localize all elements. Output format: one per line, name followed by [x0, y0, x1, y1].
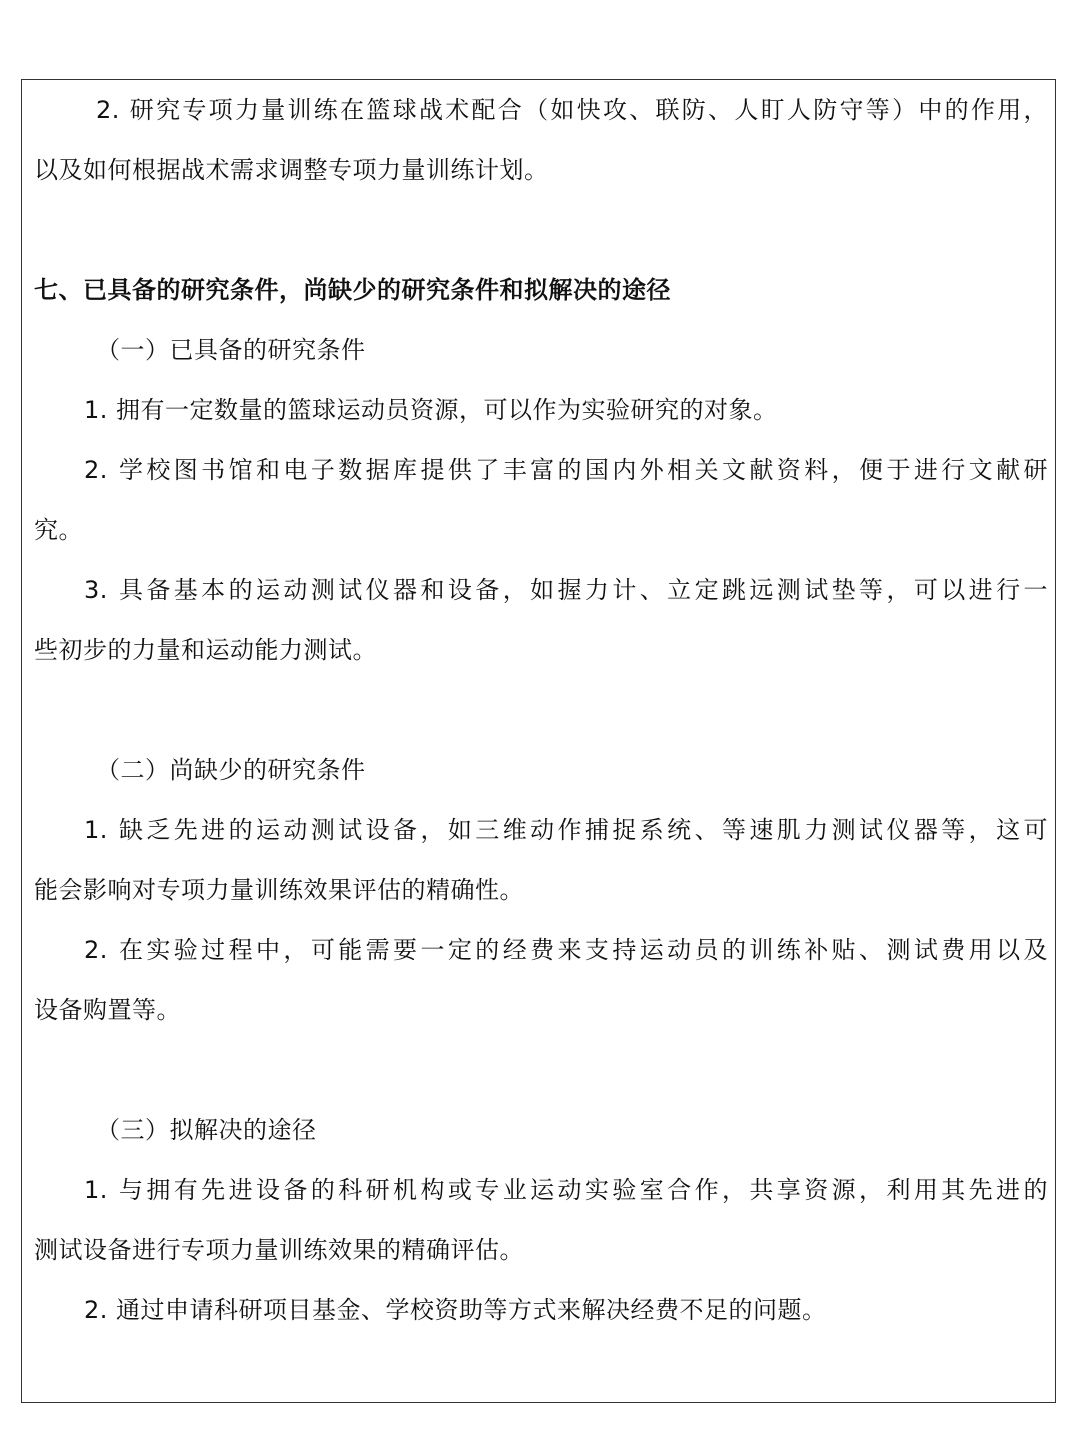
- list-item: 3. 具备基本的运动测试仪器和设备，如握力计、立定跳远测试垫等，可以进行一: [84, 576, 1048, 604]
- subsection-heading: （一）已具备的研究条件: [96, 336, 366, 364]
- list-item: 1. 缺乏先进的运动测试设备，如三维动作捕捉系统、等速肌力测试仪器等，这可: [84, 816, 1048, 844]
- list-item: 2. 在实验过程中，可能需要一定的经费来支持运动员的训练补贴、测试费用以及: [84, 936, 1048, 964]
- section-heading: 七、已具备的研究条件，尚缺少的研究条件和拟解决的途径: [34, 276, 671, 304]
- list-item: 1. 与拥有先进设备的科研机构或专业运动实验室合作，共享资源，利用其先进的: [84, 1176, 1048, 1204]
- list-item: 2. 通过申请科研项目基金、学校资助等方式来解决经费不足的问题。: [84, 1296, 827, 1324]
- list-item-continuation: 测试设备进行专项力量训练效果的精确评估。: [34, 1236, 524, 1264]
- list-item-continuation: 设备购置等。: [34, 996, 181, 1024]
- list-item-continuation: 能会影响对专项力量训练效果评估的精确性。: [34, 876, 524, 904]
- list-item: 1. 拥有一定数量的篮球运动员资源，可以作为实验研究的对象。: [84, 396, 778, 424]
- list-item: 2. 学校图书馆和电子数据库提供了丰富的国内外相关文献资料，便于进行文献研: [84, 456, 1048, 484]
- paragraph-line: 以及如何根据战术需求调整专项力量训练计划。: [34, 156, 549, 184]
- list-item-continuation: 些初步的力量和运动能力测试。: [34, 636, 377, 664]
- list-item-continuation: 究。: [34, 516, 83, 544]
- paragraph-line: 2. 研究专项力量训练在篮球战术配合（如快攻、联防、人盯人防守等）中的作用，: [96, 96, 1048, 124]
- subsection-heading: （三）拟解决的途径: [96, 1116, 317, 1144]
- subsection-heading: （二）尚缺少的研究条件: [96, 756, 366, 784]
